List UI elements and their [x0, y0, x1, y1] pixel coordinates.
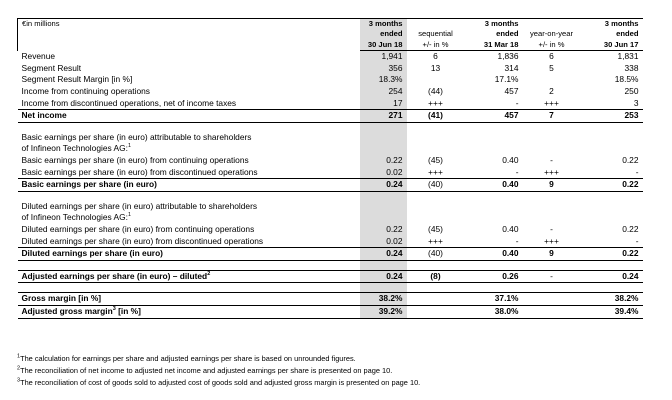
cell-value: 0.22 [581, 248, 643, 261]
row-gross-margin [18, 293, 643, 306]
cell-value: 18.3% [360, 74, 407, 86]
cell-value: 39.4% [581, 305, 643, 318]
cell-value: 39.2% [360, 305, 407, 318]
cell-value: 0.22 [360, 224, 407, 236]
cell-value [523, 74, 581, 86]
cell-value: 254 [360, 86, 407, 98]
cell-value: +++ [523, 236, 581, 248]
row-label: Basic earnings per share (in euro) [18, 179, 360, 192]
footnote-ref: 2 [207, 270, 211, 277]
col1-line1: 3 months [360, 19, 407, 30]
col3-line1: 3 months [465, 19, 523, 30]
label-text: Adjusted earnings per share (in euro) – diluted [21, 270, 208, 281]
cell-value: - [465, 167, 523, 179]
header-row-1 [18, 19, 643, 30]
label-text: Adjusted gross margin [21, 305, 113, 316]
row-label [18, 212, 360, 224]
spacer-row [18, 260, 643, 270]
cell-value: +++ [407, 98, 465, 110]
cell-value: 0.02 [360, 236, 407, 248]
footnote-text: The reconciliation of net income to adjusted net income and adjusted earnings per share is presented on page 10. [20, 366, 393, 375]
col2-line2: +/- in % [407, 40, 465, 51]
row-label: Segment Result [21, 62, 82, 73]
row-basic-intro [18, 132, 643, 144]
footnote-3 [17, 378, 420, 388]
cell-value: 0.40 [465, 179, 523, 192]
cell-value: 38.2% [581, 293, 643, 306]
row-adjusted-eps [18, 270, 643, 283]
row-diluted-disc [18, 236, 643, 248]
cell-value: 17 [360, 98, 407, 110]
cell-value: 314 [504, 62, 519, 73]
cell-value: 1,836 [497, 51, 519, 62]
cell-value: +++ [407, 236, 465, 248]
cell-value: +++ [523, 167, 581, 179]
cell-value: 37.1% [465, 293, 523, 306]
cell-value [407, 293, 465, 306]
row-label: Basic earnings per share (in euro) from discontinued operations [18, 167, 360, 179]
cell-value: 0.26 [465, 270, 523, 283]
cell-value: - [523, 270, 581, 283]
cell-value: 0.24 [360, 248, 407, 261]
cell-value: 6 [549, 51, 554, 62]
row-label: Net income [18, 110, 360, 123]
row-label: Segment Result Margin [in %] [21, 74, 133, 85]
cell-value: 457 [465, 110, 523, 123]
intro-text: of Infineon Technologies AG: [21, 212, 128, 223]
spacer-row [18, 122, 643, 132]
row-revenue [18, 51, 643, 63]
row-segment-margin [18, 74, 643, 86]
cell-value: 0.40 [465, 248, 523, 261]
cell-value: 0.22 [622, 154, 639, 165]
row-diluted-intro [18, 201, 643, 213]
row-label [18, 143, 360, 155]
cell-value: - [465, 236, 523, 248]
cell-value: 9 [523, 179, 581, 192]
footnote-marker: 1 [17, 353, 21, 360]
cell-value: 250 [624, 86, 639, 96]
spacer-row [18, 283, 643, 293]
row-income-discontinued [18, 98, 643, 110]
cell-value: (40) [407, 179, 465, 192]
cell-value: 3 [581, 98, 643, 110]
cell-value: (41) [407, 110, 465, 123]
financial-table-container [17, 18, 642, 319]
financial-table [17, 18, 643, 319]
col2-line1: sequential [418, 29, 453, 39]
cell-value: 17.1% [494, 74, 519, 85]
row-label [18, 305, 360, 318]
cell-value: 0.40 [502, 154, 519, 165]
col2-spacer [407, 19, 465, 30]
cell-value: 0.24 [360, 179, 407, 192]
intro-text: of Infineon Technologies AG: [21, 143, 128, 154]
cell-value: 18.5% [614, 74, 639, 85]
cell-value: 338 [624, 62, 639, 73]
footnote-ref: 1 [127, 143, 132, 150]
cell-value: 271 [360, 110, 407, 123]
cell-value [523, 305, 581, 318]
cell-value: - [550, 223, 553, 234]
unit-label: €in millions [18, 19, 360, 51]
cell-value: (8) [407, 270, 465, 283]
cell-value: - [581, 236, 643, 248]
cell-value: 38.2% [360, 293, 407, 306]
row-label: Income from continuing operations [21, 86, 150, 96]
cell-value [407, 305, 465, 318]
row-segment-result [18, 63, 643, 75]
cell-value: +++ [523, 98, 581, 110]
footnote-text: The reconciliation of cost of goods sold to adjusted cost of goods sold and adjusted gross margin is presented on page 10. [20, 378, 421, 387]
footnote-text: The calculation for earnings per share and adjusted earnings per share is based on unrounded figures. [20, 354, 356, 363]
cell-value: - [581, 167, 643, 179]
row-label [18, 270, 360, 283]
cell-value: 0.24 [581, 270, 643, 283]
footnote-marker: 2 [17, 365, 21, 372]
row-income-continuing [18, 86, 643, 98]
cell-value: 38.0% [465, 305, 523, 318]
cell-value: 6 [433, 51, 438, 62]
cell-value: 0.40 [502, 223, 519, 234]
cell-value: (44) [428, 86, 443, 96]
row-label: Diluted earnings per share (in euro) attributable to shareholders [21, 200, 258, 211]
col1-line2: ended [360, 29, 407, 39]
cell-value: - [465, 98, 523, 110]
cell-value: 356 [360, 63, 407, 75]
cell-value: 13 [430, 62, 441, 73]
cell-value: 0.24 [360, 270, 407, 283]
footnote-marker: 3 [17, 377, 21, 384]
cell-value: 253 [581, 110, 643, 123]
row-label: Diluted earnings per share (in euro) from continuing operations [21, 223, 255, 234]
cell-value: 9 [523, 248, 581, 261]
cell-value: 1,831 [617, 51, 639, 62]
cell-value: 0.22 [360, 155, 407, 167]
cell-value: 457 [504, 86, 519, 96]
cell-value: 0.22 [622, 223, 639, 234]
row-label: Basic earnings per share (in euro) attributable to shareholders [21, 131, 252, 142]
row-label: Revenue [21, 50, 56, 61]
row-diluted-cont [18, 224, 643, 236]
col5-line2: ended [616, 29, 639, 39]
row-label: Gross margin [in %] [18, 293, 360, 306]
cell-value [407, 74, 465, 86]
col1-line3: 30 Jun 18 [360, 40, 407, 51]
cell-value: 2 [549, 86, 554, 96]
cell-value: (40) [407, 248, 465, 261]
footnote-2 [17, 366, 392, 376]
footnote-ref: 3 [112, 306, 116, 313]
row-label: Diluted earnings per share (in euro) [18, 248, 360, 261]
label-suffix: [in %] [118, 305, 141, 316]
cell-value: 1,941 [360, 51, 407, 63]
cell-value: (45) [428, 223, 443, 234]
row-basic-cont [18, 155, 643, 167]
footnote-ref: 1 [127, 212, 132, 219]
row-diluted-total [18, 248, 643, 261]
cell-value: +++ [407, 167, 465, 179]
cell-value: (45) [428, 154, 443, 165]
row-diluted-intro-2 [18, 212, 643, 224]
row-basic-intro-2 [18, 143, 643, 155]
col4-line2: +/- in % [523, 40, 581, 51]
cell-value: 0.22 [581, 179, 643, 192]
row-basic-total [18, 179, 643, 192]
row-adjusted-gross-margin [18, 305, 643, 318]
footnote-1 [17, 354, 356, 364]
col3-line3: 31 Mar 18 [465, 40, 523, 51]
row-label: Basic earnings per share (in euro) from continuing operations [21, 154, 249, 165]
col5-line3: 30 Jun 17 [581, 40, 643, 51]
spacer-row [18, 191, 643, 201]
row-label: Diluted earnings per share (in euro) from discontinued operations [18, 236, 360, 248]
col5-line1: 3 months [581, 19, 643, 30]
row-label: Income from discontinued operations, net of income taxes [18, 98, 360, 110]
col3-line2: ended [496, 29, 519, 39]
cell-value: 5 [549, 62, 554, 73]
row-net-income [18, 110, 643, 123]
cell-value [523, 293, 581, 306]
col4-spacer [523, 19, 581, 30]
cell-value: 7 [523, 110, 581, 123]
col4-line1: year-on-year [529, 29, 574, 39]
row-basic-disc [18, 167, 643, 179]
cell-value: - [550, 154, 553, 165]
cell-value: 0.02 [360, 167, 407, 179]
